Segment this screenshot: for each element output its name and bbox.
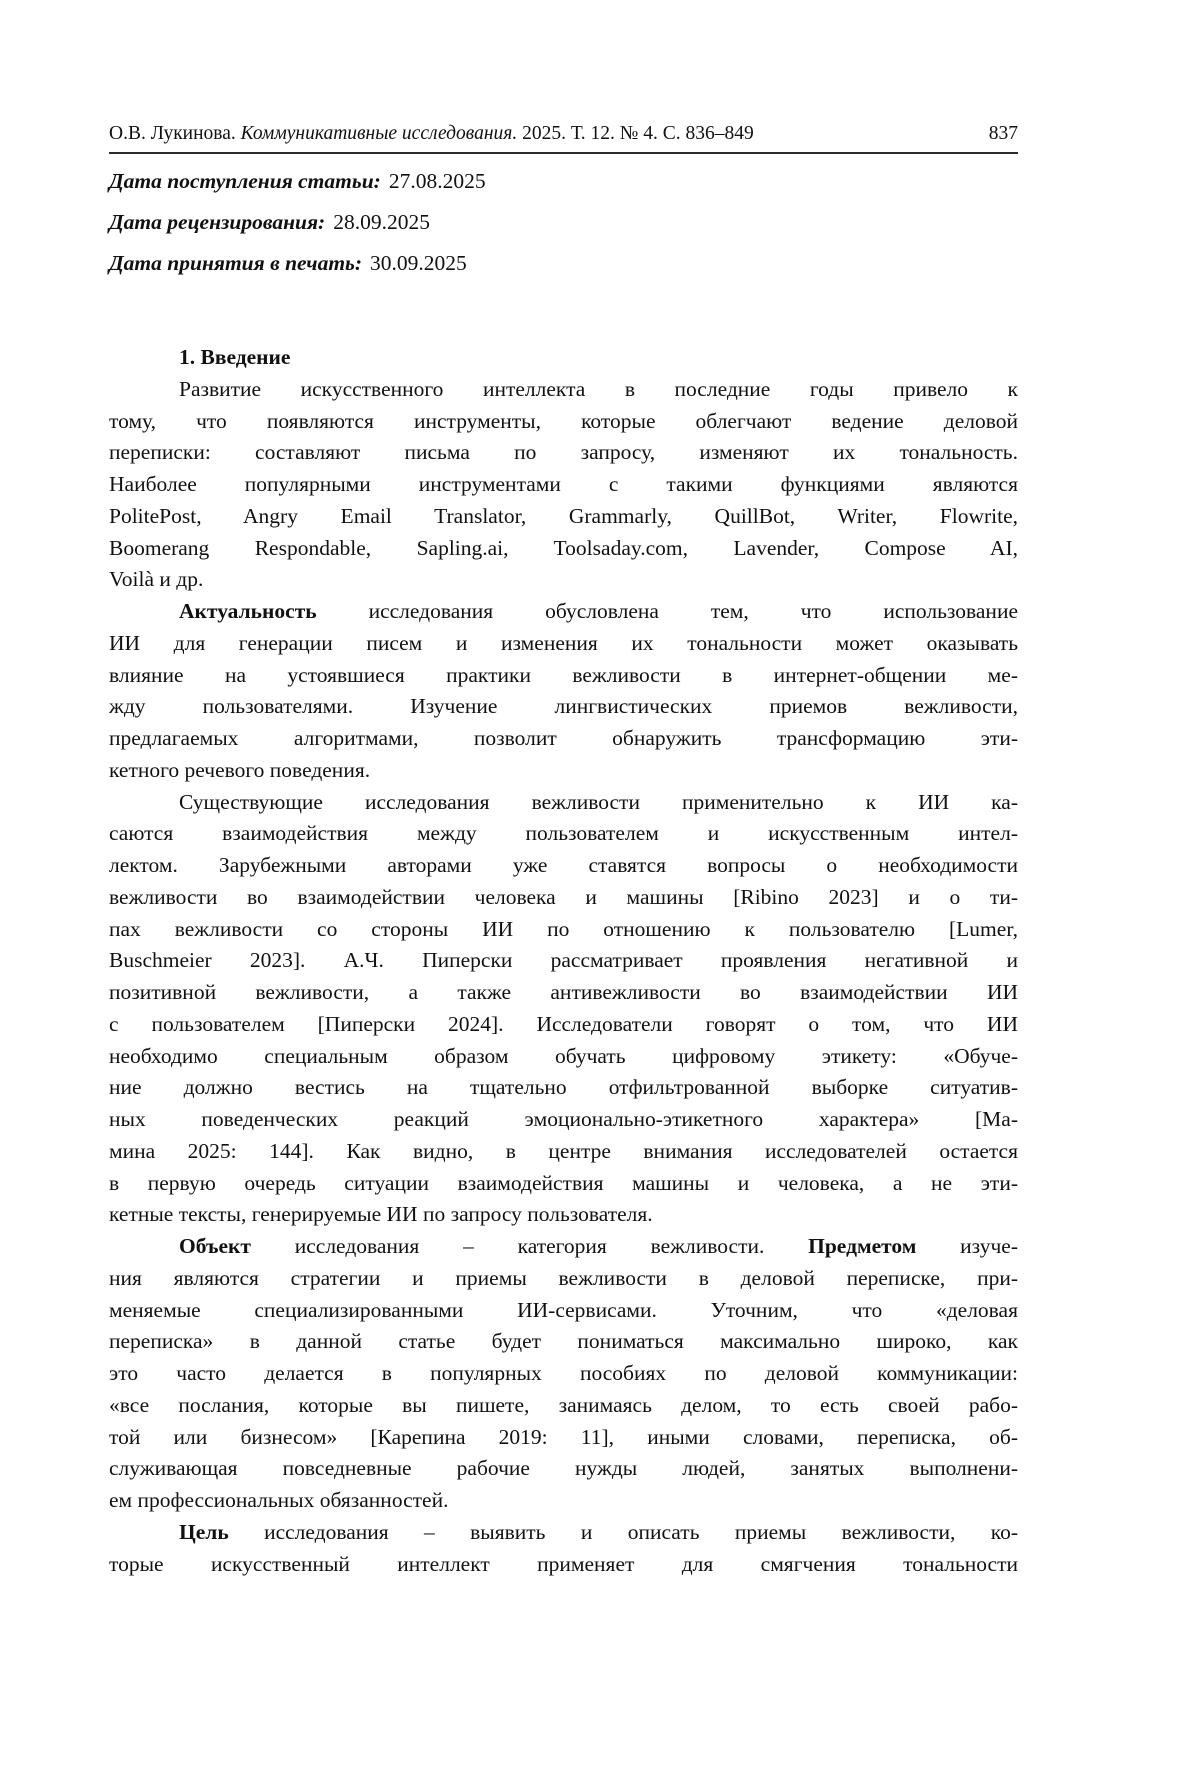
text-line — [109, 691, 1018, 723]
text-run: это часто делается в популярных пособиях по деловой коммуникации: — [109, 1361, 1018, 1385]
bold-text-run: Предметом — [808, 1234, 917, 1258]
text-run: ем профессиональных обязанностей. — [109, 1488, 449, 1512]
text-line — [109, 914, 1018, 946]
text-line — [109, 1136, 1018, 1168]
header-author: О.В. Лукинова. — [109, 123, 241, 144]
date-label: Дата поступления статьи: — [109, 169, 381, 193]
text-run: тому, что появляются инструменты, которые облегчают ведение деловой — [109, 408, 1018, 433]
text-line — [109, 437, 1018, 469]
text-line — [109, 374, 1018, 406]
text-line — [109, 406, 1018, 438]
text-run: пах вежливости со стороны ИИ по отношению к пользователю [Lumer, — [109, 916, 1018, 941]
text-run: переписка» в данной статье будет пониматься максимально широко, как — [109, 1329, 1018, 1354]
text-line — [109, 1168, 1018, 1200]
page-number: 837 — [988, 123, 1018, 144]
text-line — [109, 1326, 1018, 1358]
text-run: позитивной вежливости, а также антивежливости во взаимодействии ИИ — [109, 980, 1018, 1004]
section-heading: 1. Введение — [179, 345, 291, 369]
text-run: лектом. Зарубежными авторами уже ставятся вопросы о необходимости — [109, 853, 1018, 877]
date-row-received — [109, 168, 1018, 194]
text-run: исследования обусловлена тем, что использование — [316, 599, 1018, 623]
text-run: ния являются стратегии и приемы вежливости в деловой переписке, при- — [109, 1265, 1018, 1290]
text-run: Наиболее популярными инструментами с такими функциями являются — [109, 472, 1018, 496]
text-line — [109, 755, 1018, 787]
text-run: мина 2025: 144]. Как видно, в центре внимания исследователей остается — [109, 1138, 1018, 1163]
text-run: в первую очередь ситуации взаимодействия машины и человека, а не эти- — [109, 1170, 1018, 1195]
text-line — [109, 1041, 1018, 1073]
text-line — [109, 818, 1018, 850]
text-line — [109, 1517, 1018, 1549]
text-line — [109, 1199, 1018, 1231]
text-run: вежливости во взаимодействии человека и машины [Ribino 2023] и о ти- — [109, 884, 1018, 909]
text-line — [109, 945, 1018, 977]
text-run: кетные тексты, генерируемые ИИ по запросу пользователя. — [109, 1202, 653, 1227]
text-run: Boomerang Respondable, Sapling.ai, Toolsaday.com, Lavender, Compose AI, — [109, 535, 1018, 560]
text-run: исследования – категория вежливости. — [250, 1234, 809, 1258]
date-row-reviewed — [109, 209, 1018, 235]
text-line — [109, 1485, 1018, 1517]
text-run: ние должно вестись на тщательно отфильтрованной выборке ситуатив- — [109, 1075, 1018, 1100]
text-line — [109, 1453, 1018, 1485]
text-line — [109, 787, 1018, 819]
text-line — [109, 1295, 1018, 1327]
text-run: с пользователем [Пиперски 2024]. Исследователи говорят о том, что ИИ — [109, 1011, 1018, 1036]
text-line — [109, 596, 1018, 628]
text-line — [109, 850, 1018, 882]
bold-text-run: Объект — [179, 1234, 251, 1258]
text-run: Buschmeier 2023]. А.Ч. Пиперски рассматривает проявления негативной и — [109, 948, 1018, 973]
text-line — [109, 1549, 1018, 1581]
article-dates — [109, 168, 1018, 276]
text-line — [109, 1072, 1018, 1104]
text-run: Существующие исследования вежливости применительно к ИИ ка- — [179, 789, 1018, 814]
text-line — [109, 628, 1018, 660]
article-body — [109, 374, 1018, 1581]
text-run: торые искусственный интеллект применяет для смягчения тональности — [109, 1551, 1018, 1576]
text-run: переписки: составляют письма по запросу, изменяют их тональность. — [109, 440, 1018, 465]
text-line — [109, 564, 1018, 596]
date-value: 30.09.2025 — [370, 251, 467, 275]
date-row-accepted — [109, 250, 1018, 276]
text-line — [109, 660, 1018, 692]
text-run: Voilà и др. — [109, 567, 204, 592]
text-line — [109, 1390, 1018, 1422]
text-run: «все послания, которые вы пишете, занимаясь делом, то есть своей рабо- — [109, 1392, 1018, 1417]
text-run: ИИ для генерации писем и изменения их тональности может оказывать — [109, 630, 1018, 655]
date-label: Дата принятия в печать: — [109, 251, 363, 275]
header-citation — [109, 121, 754, 147]
text-line — [109, 1231, 1018, 1263]
text-run: саются взаимодействия между пользователем и искусственным интел- — [109, 821, 1018, 846]
text-run: PolitePost, Angry Email Translator, Grammarly, QuillBot, Writer, Flowrite, — [109, 503, 1018, 528]
text-line — [109, 1422, 1018, 1454]
text-run: необходимо специальным образом обучать цифровому этикету: «Обуче- — [109, 1043, 1018, 1068]
text-run: влияние на устоявшиеся практики вежливости в интернет-общении ме- — [109, 662, 1018, 687]
bold-text-run: Цель — [179, 1519, 229, 1544]
text-run: исследования – выявить и описать приемы вежливости, ко- — [228, 1519, 1018, 1544]
text-line — [109, 1104, 1018, 1136]
text-line — [109, 533, 1018, 565]
text-run: Развитие искусственного интеллекта в последние годы привело к — [179, 376, 1018, 401]
text-line — [109, 882, 1018, 914]
text-run: меняемые специализированными ИИ-сервисами. Уточним, что «деловая — [109, 1297, 1018, 1322]
text-run: предлагаемых алгоритмами, позволит обнаружить трансформацию эти- — [109, 726, 1018, 750]
header-journal-title: Коммуникативные исследования. — [240, 123, 518, 144]
text-run: той или бизнесом» [Карепина 2019: 11], иными словами, переписка, об- — [109, 1424, 1018, 1449]
text-line — [109, 1358, 1018, 1390]
header-issue-info: 2025. Т. 12. № 4. С. 836–849 — [517, 123, 754, 144]
text-run: ных поведенческих реакций эмоционально-этикетного характера» [Ма- — [109, 1107, 1018, 1131]
text-line — [109, 501, 1018, 533]
page-content — [109, 0, 1018, 1580]
text-line — [109, 469, 1018, 501]
text-line — [109, 723, 1018, 755]
running-header — [109, 121, 1018, 147]
text-run: жду пользователями. Изучение лингвистических приемов вежливости, — [109, 694, 1018, 719]
text-line — [109, 977, 1018, 1009]
text-run: изуче- — [916, 1234, 1018, 1258]
date-value: 28.09.2025 — [333, 210, 430, 234]
bold-text-run: Актуальность — [179, 599, 317, 623]
header-rule — [109, 152, 1018, 154]
date-label: Дата рецензирования: — [109, 210, 326, 234]
text-line — [109, 1009, 1018, 1041]
date-value: 27.08.2025 — [388, 169, 486, 193]
text-run: служивающая повседневные рабочие нужды людей, занятых выполнени- — [109, 1456, 1018, 1481]
text-run: кетного речевого поведения. — [109, 757, 371, 782]
text-line — [109, 1263, 1018, 1295]
